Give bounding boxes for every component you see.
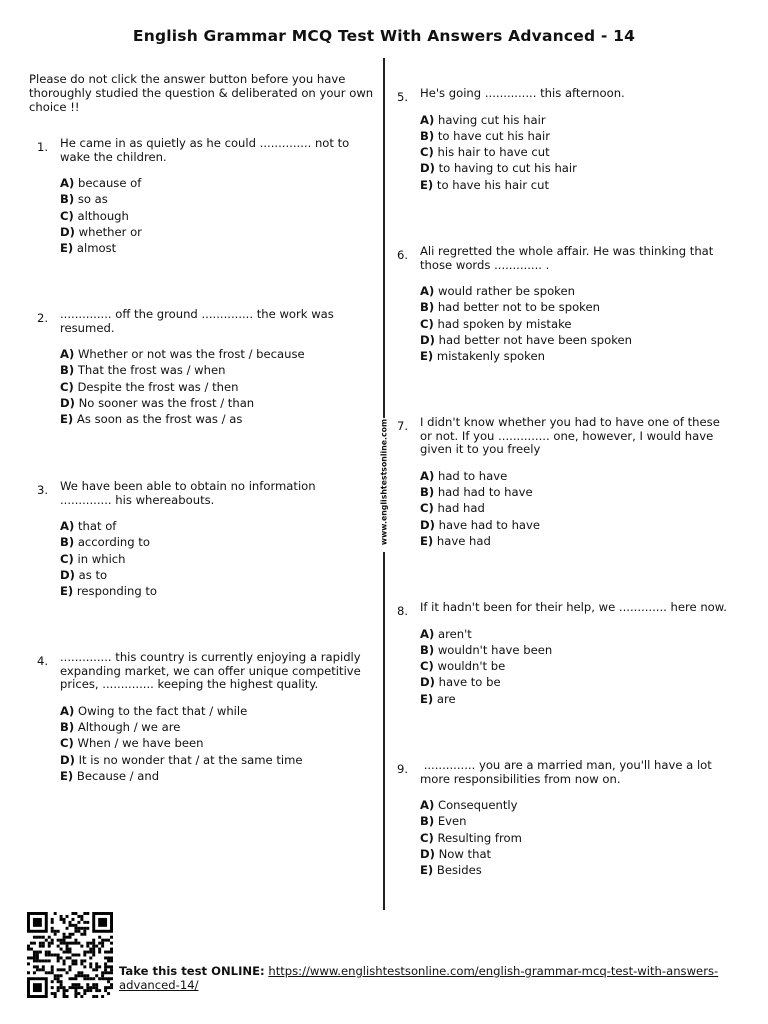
option-letter: B) — [420, 814, 435, 829]
option-text: although — [77, 208, 129, 223]
answer-options — [60, 703, 372, 784]
option-text: would rather be spoken — [437, 284, 575, 299]
option-letter: A) — [60, 703, 75, 718]
option-letter: E) — [60, 584, 74, 599]
question-4 — [37, 651, 372, 784]
answer-option[interactable] — [60, 379, 367, 395]
option-text: Now that — [438, 847, 492, 862]
answer-option[interactable] — [420, 533, 727, 549]
option-letter: A) — [60, 519, 75, 534]
answer-option[interactable] — [60, 240, 367, 256]
option-text: Even — [437, 814, 467, 829]
option-text: because of — [77, 176, 142, 191]
question-stem: He's going .............. this afternoon. — [420, 86, 625, 100]
option-text: Resulting from — [437, 830, 522, 845]
option-letter: E) — [60, 412, 74, 427]
option-text: had spoken by mistake — [437, 316, 572, 331]
option-text: are — [436, 691, 456, 706]
option-text: Although / we are — [77, 720, 181, 735]
option-letter: C) — [420, 830, 434, 845]
option-text: have to be — [438, 675, 501, 690]
option-letter: D) — [60, 225, 75, 240]
answer-options — [420, 283, 727, 364]
option-text: That the frost was / when — [77, 363, 226, 378]
answer-option[interactable] — [420, 468, 727, 484]
answer-option[interactable] — [420, 862, 727, 878]
question-5 — [397, 87, 727, 193]
option-letter: C) — [420, 316, 434, 331]
question-3 — [37, 480, 367, 600]
option-letter: D) — [420, 333, 435, 348]
option-text: according to — [77, 535, 150, 550]
question-number: 9. — [397, 762, 409, 776]
footer — [119, 964, 719, 992]
answer-option[interactable] — [420, 112, 727, 128]
test-online-link[interactable]: https://www.englishtestsonline.com/english-grammar-mcq-test-with-answers-advanced-14/ — [119, 964, 719, 992]
option-text: As soon as the frost was / as — [76, 412, 243, 427]
option-letter: D) — [60, 396, 75, 411]
answer-option[interactable] — [60, 208, 367, 224]
question-number: 4. — [37, 654, 49, 668]
answer-option[interactable] — [420, 797, 727, 813]
option-letter: D) — [420, 517, 435, 532]
option-text: No sooner was the frost / than — [78, 396, 255, 411]
answer-option[interactable] — [60, 411, 367, 427]
option-letter: A) — [420, 468, 435, 483]
option-letter: E) — [420, 177, 434, 192]
question-number: 2. — [37, 311, 49, 325]
answer-option[interactable] — [420, 316, 727, 332]
question-2 — [37, 308, 367, 428]
option-letter: B) — [60, 192, 75, 207]
question-number: 1. — [37, 140, 49, 154]
option-letter: E) — [60, 241, 74, 256]
column-divider-top — [383, 58, 385, 418]
question-number: 8. — [397, 604, 409, 618]
option-text: Whether or not was the frost / because — [77, 347, 305, 362]
option-text: had better not to be spoken — [437, 300, 600, 315]
question-number: 5. — [397, 90, 409, 104]
answer-option[interactable] — [420, 283, 727, 299]
option-letter: E) — [60, 768, 74, 783]
option-text: When / we have been — [77, 736, 204, 751]
side-watermark-url: www.englishtestsonline.com — [379, 418, 389, 546]
answer-option[interactable] — [420, 332, 727, 348]
option-letter: D) — [420, 675, 435, 690]
option-text: his hair to have cut — [437, 145, 550, 160]
question-stem: Ali regretted the whole affair. He was thinking that those words ............. . — [420, 244, 718, 272]
question-stem: .............. this country is currently enjoying a rapidly expanding market, we can offer unique competitive prices, .............. keeping the highest quality. — [60, 650, 365, 692]
answer-option[interactable] — [60, 175, 367, 191]
option-text: have had to have — [438, 517, 541, 532]
answer-option[interactable] — [60, 703, 372, 719]
page-title: English Grammar MCQ Test With Answers Advanced - 14 — [132, 27, 636, 45]
option-text: almost — [76, 241, 117, 256]
option-text: having cut his hair — [437, 112, 546, 127]
option-letter: B) — [420, 128, 435, 143]
option-text: had had — [437, 501, 485, 516]
answer-option[interactable] — [420, 830, 727, 846]
question-stem: I didn't know whether you had to have one of these or not. If you .............. one, however, I would have given it to you freely — [420, 415, 724, 457]
question-number: 6. — [397, 248, 409, 262]
option-text: mistakenly spoken — [436, 349, 545, 364]
question-stem: .............. off the ground .............. the work was resumed. — [60, 307, 338, 335]
answer-options — [420, 468, 727, 549]
answer-option[interactable] — [60, 224, 367, 240]
option-letter: A) — [60, 347, 75, 362]
option-letter: D) — [60, 752, 75, 767]
option-letter: A) — [420, 626, 435, 641]
intro-note: Please do not click the answer button before you have thoroughly studied the question & deliberated on your own choice !! — [29, 72, 374, 114]
answer-option[interactable] — [60, 768, 372, 784]
answer-option[interactable] — [420, 144, 727, 160]
footer-label: Take this test ONLINE: — [119, 964, 265, 978]
option-text: to have cut his hair — [437, 128, 550, 143]
answer-option[interactable] — [420, 517, 727, 533]
option-letter: B) — [60, 363, 75, 378]
question-6 — [397, 245, 727, 365]
answer-option[interactable] — [60, 395, 367, 411]
option-letter: E) — [420, 349, 434, 364]
option-text: to have his hair cut — [436, 177, 550, 192]
option-text: whether or — [78, 225, 142, 240]
question-number: 7. — [397, 419, 409, 433]
option-text: Besides — [436, 863, 482, 878]
option-letter: A) — [420, 798, 435, 813]
option-text: It is no wonder that / at the same time — [78, 752, 303, 767]
answer-option[interactable] — [420, 642, 737, 658]
answer-option[interactable] — [420, 348, 727, 364]
option-text: as to — [78, 568, 108, 583]
option-text: aren't — [437, 626, 472, 641]
option-letter: E) — [420, 691, 434, 706]
option-letter: A) — [420, 284, 435, 299]
option-letter: A) — [420, 112, 435, 127]
answer-option[interactable] — [60, 567, 367, 583]
answer-option[interactable] — [60, 719, 372, 735]
answer-option[interactable] — [60, 534, 367, 550]
answer-option[interactable] — [420, 626, 737, 642]
answer-options — [60, 175, 367, 256]
option-text: that of — [77, 519, 117, 534]
option-letter: D) — [60, 568, 75, 583]
option-text: Despite the frost was / then — [77, 379, 239, 394]
answer-option[interactable] — [420, 160, 727, 176]
option-text: to having to cut his hair — [438, 161, 577, 176]
answer-option[interactable] — [60, 518, 367, 534]
option-letter: C) — [60, 208, 74, 223]
question-1 — [37, 137, 367, 257]
answer-option[interactable] — [420, 128, 727, 144]
option-text: in which — [77, 551, 126, 566]
answer-options — [420, 626, 737, 707]
answer-options — [420, 112, 727, 193]
option-text: responding to — [76, 584, 158, 599]
option-text: wouldn't be — [437, 659, 506, 674]
answer-option[interactable] — [60, 551, 367, 567]
answer-option[interactable] — [420, 177, 727, 193]
option-text: so as — [77, 192, 108, 207]
answer-option[interactable] — [420, 691, 737, 707]
answer-options — [420, 797, 727, 878]
question-9 — [397, 759, 727, 879]
option-letter: B) — [420, 642, 435, 657]
option-letter: C) — [60, 379, 74, 394]
answer-options — [60, 518, 367, 599]
option-text: Owing to the fact that / while — [77, 703, 248, 718]
answer-option[interactable] — [420, 846, 727, 862]
question-stem: We have been able to obtain no information .............. his whereabouts. — [60, 479, 320, 507]
column-divider-bottom — [383, 552, 385, 910]
question-stem: If it hadn't been for their help, we ............. here now. — [420, 600, 727, 614]
answer-option[interactable] — [420, 500, 727, 516]
answer-option[interactable] — [60, 346, 367, 362]
question-8 — [397, 601, 737, 707]
option-letter: B) — [60, 720, 75, 735]
answer-option[interactable] — [420, 299, 727, 315]
option-letter: E) — [420, 533, 434, 548]
answer-option[interactable] — [420, 813, 727, 829]
question-number: 3. — [37, 483, 49, 497]
option-text: wouldn't have been — [437, 642, 553, 657]
option-text: Consequently — [437, 798, 518, 813]
option-letter: B) — [420, 485, 435, 500]
answer-option[interactable] — [60, 583, 367, 599]
option-letter: D) — [420, 847, 435, 862]
option-text: Because / and — [76, 768, 160, 783]
option-letter: A) — [60, 176, 75, 191]
option-letter: C) — [420, 145, 434, 160]
option-letter: B) — [60, 535, 75, 550]
option-letter: C) — [420, 659, 434, 674]
answer-option[interactable] — [60, 752, 372, 768]
qr-code-icon[interactable] — [24, 912, 116, 998]
answer-option[interactable] — [60, 735, 372, 751]
option-letter: B) — [420, 300, 435, 315]
option-letter: D) — [420, 161, 435, 176]
question-7 — [397, 416, 727, 549]
option-text: had to have — [437, 468, 508, 483]
answer-option[interactable] — [420, 674, 737, 690]
answer-options — [60, 346, 367, 427]
answer-option[interactable] — [420, 658, 737, 674]
question-stem: He came in as quietly as he could .............. not to wake the children. — [60, 136, 353, 164]
answer-option[interactable] — [60, 191, 367, 207]
answer-option[interactable] — [420, 484, 727, 500]
option-text: have had — [436, 533, 491, 548]
option-letter: C) — [60, 551, 74, 566]
question-stem: .............. you are a married man, you'll have a lot more responsibilities from now on. — [420, 758, 716, 786]
option-letter: C) — [60, 736, 74, 751]
option-letter: C) — [420, 501, 434, 516]
option-letter: E) — [420, 863, 434, 878]
option-text: had had to have — [437, 485, 533, 500]
option-text: had better not have been spoken — [438, 333, 633, 348]
answer-option[interactable] — [60, 362, 367, 378]
